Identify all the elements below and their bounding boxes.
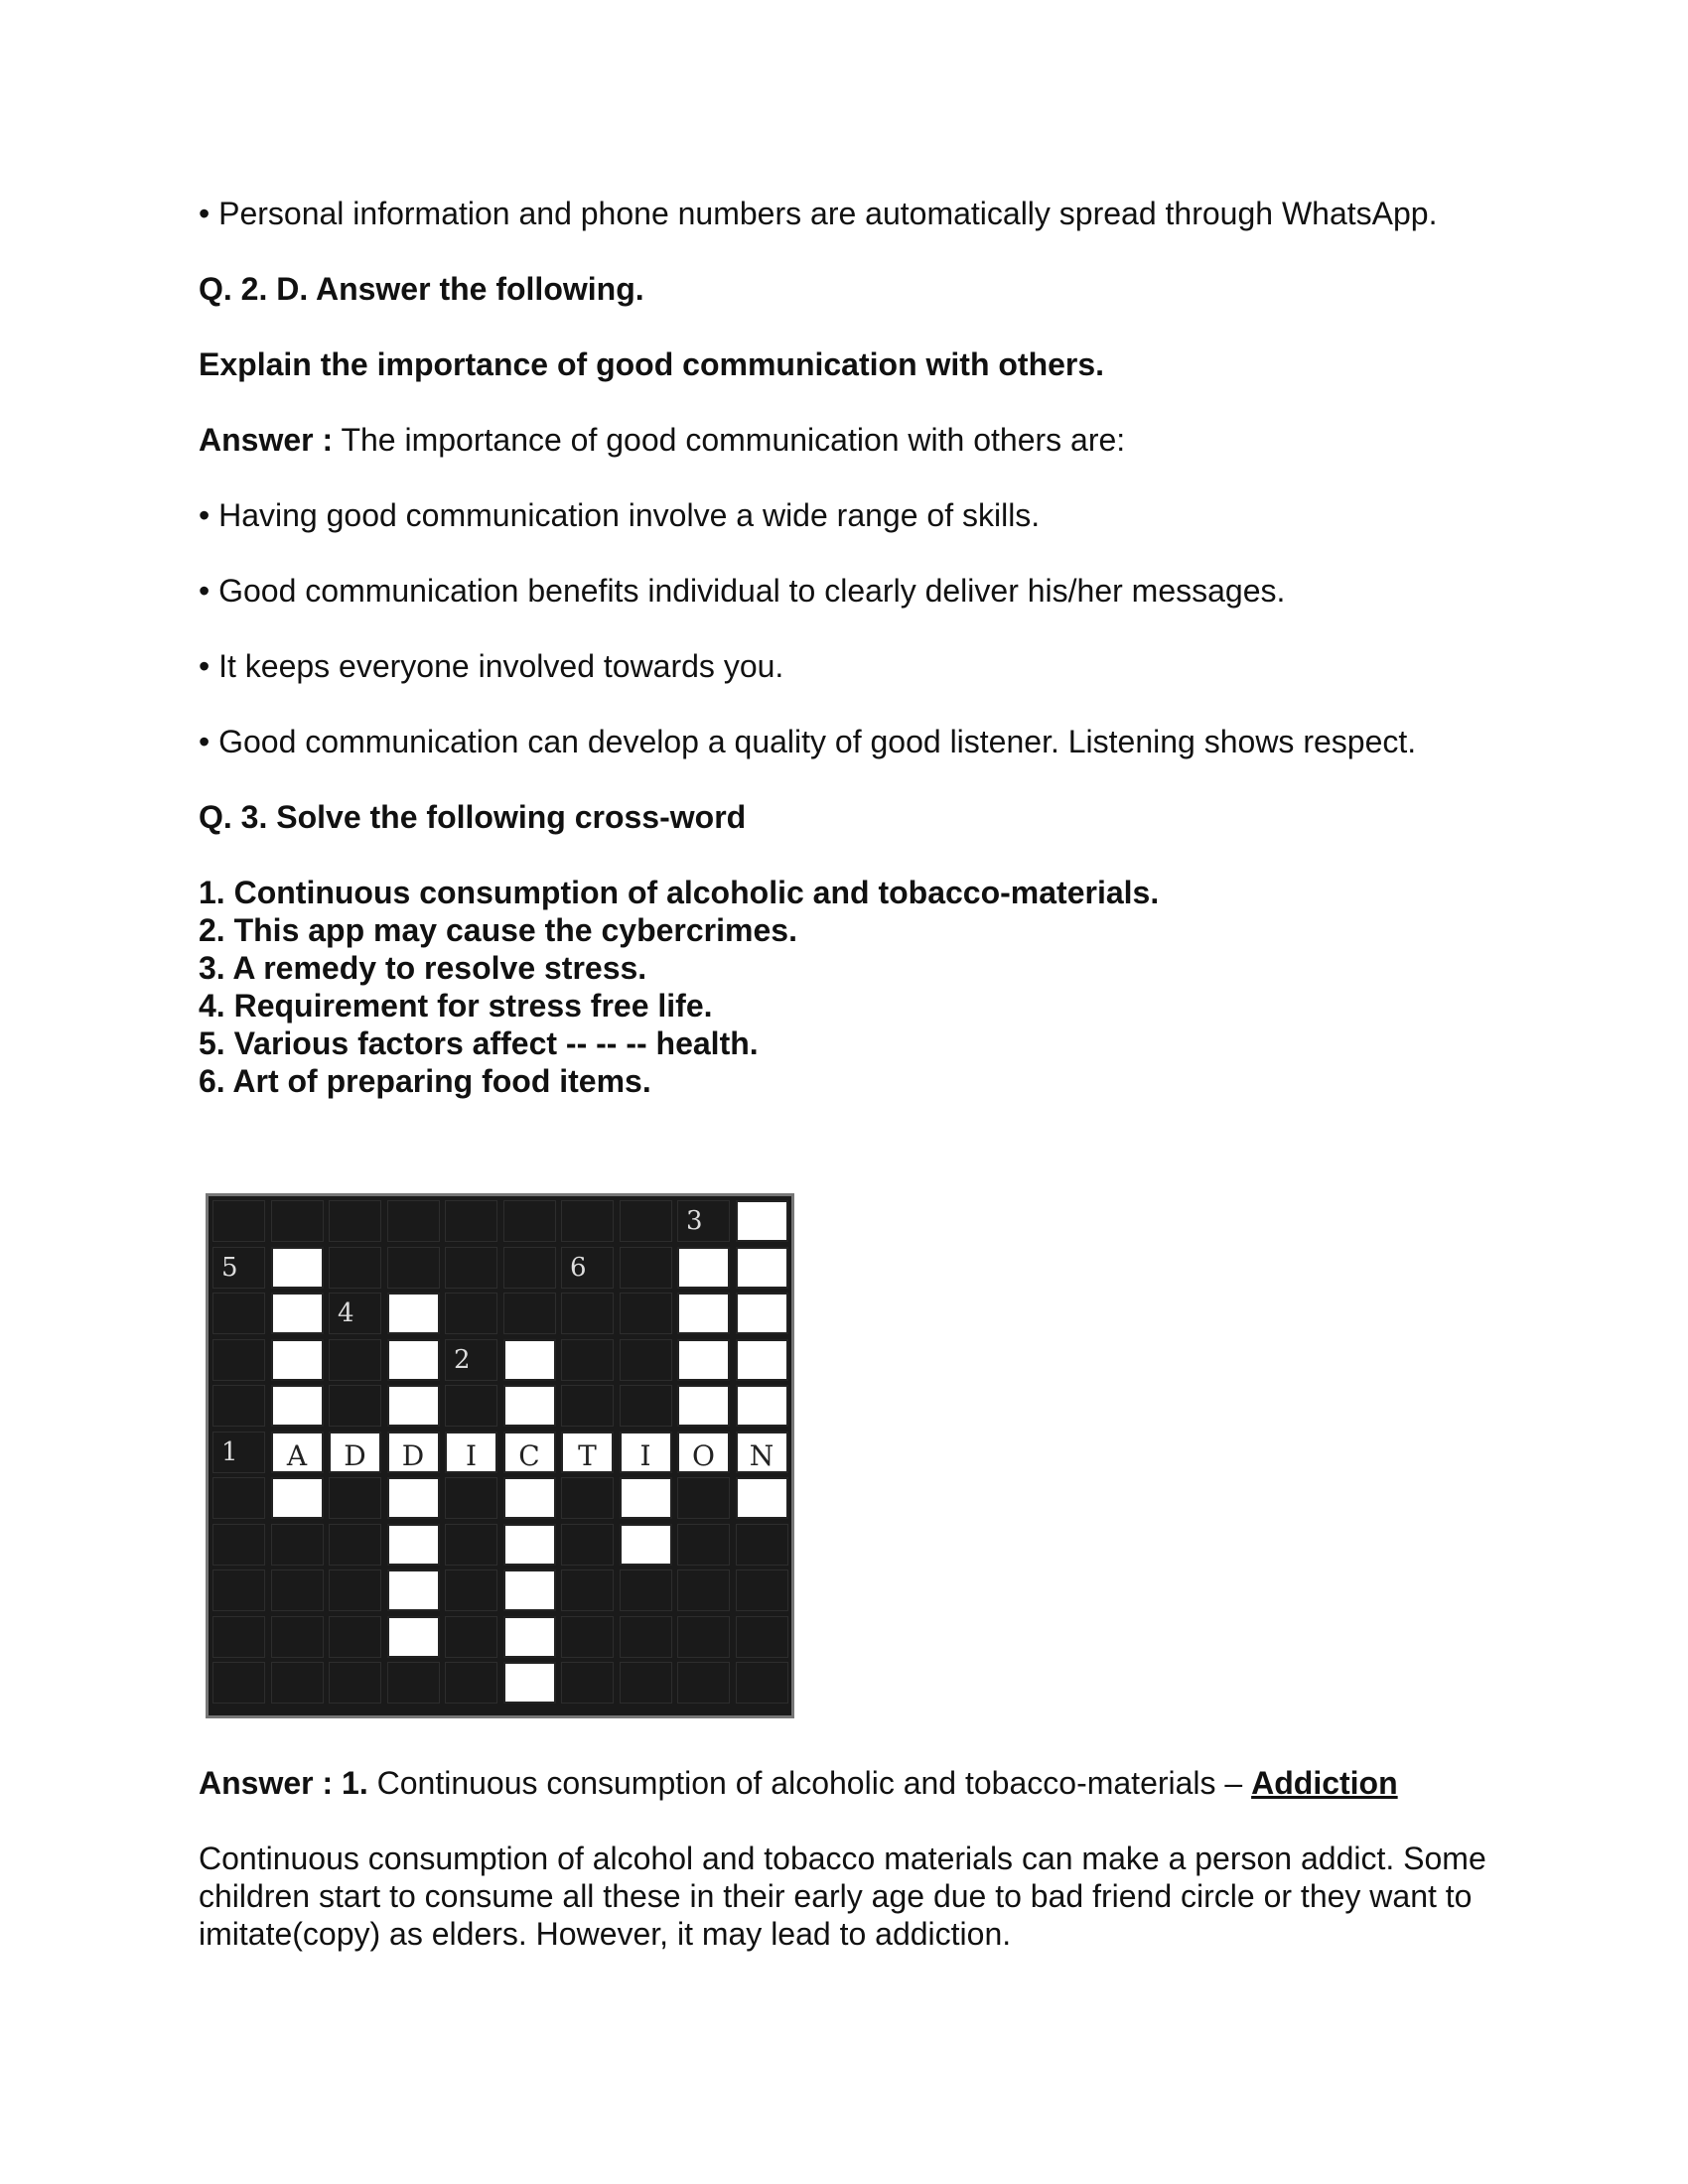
crossword-cell (271, 1200, 324, 1242)
crossword-letter: I (465, 1438, 478, 1472)
crossword-cell (503, 1200, 556, 1242)
crossword-cell (212, 1662, 265, 1704)
clue-list (199, 874, 1509, 1100)
crossword-cell (387, 1524, 440, 1566)
crossword-cell (387, 1339, 440, 1381)
crossword-number: 1 (221, 1436, 238, 1467)
crossword-cell (329, 1293, 381, 1334)
crossword-cell (736, 1293, 788, 1334)
bullet-item: • It keeps everyone involved towards you. (199, 648, 784, 684)
crossword-cell (212, 1432, 265, 1473)
clue-item: 5. Various factors affect -- -- -- health. (199, 1025, 759, 1061)
crossword-letter: D (344, 1438, 366, 1472)
crossword-cell (620, 1570, 672, 1611)
crossword-cell (329, 1616, 381, 1658)
crossword-cell (620, 1662, 672, 1704)
crossword-letter: N (749, 1438, 774, 1472)
bullet-item: • Good communication can develop a quality of good listener. Listening shows respect. (199, 724, 1417, 759)
crossword-cell (271, 1293, 324, 1334)
clue-item: 4. Requirement for stress free life. (199, 988, 713, 1024)
crossword-cell (561, 1200, 614, 1242)
crossword-cell (620, 1432, 672, 1473)
crossword-cell (736, 1339, 788, 1381)
answer-section (199, 1764, 1509, 1953)
answer-label: Answer : 1. (199, 1765, 368, 1801)
crossword-cell (561, 1293, 614, 1334)
crossword-cell (445, 1570, 497, 1611)
crossword-cell (561, 1339, 614, 1381)
crossword-cell (561, 1385, 614, 1427)
crossword-cell (445, 1293, 497, 1334)
crossword-cell (561, 1662, 614, 1704)
crossword-cell (677, 1385, 730, 1427)
crossword-cell (329, 1339, 381, 1381)
crossword-cell (445, 1339, 497, 1381)
crossword-cell (677, 1293, 730, 1334)
crossword-cell (387, 1477, 440, 1519)
crossword-cell (271, 1662, 324, 1704)
crossword-cell (445, 1477, 497, 1519)
crossword-cell (503, 1432, 556, 1473)
crossword-cell (212, 1339, 265, 1381)
crossword-cell (329, 1200, 381, 1242)
crossword-cell (387, 1200, 440, 1242)
crossword-cell (736, 1616, 788, 1658)
crossword-letter: O (692, 1438, 715, 1472)
crossword-cell (620, 1293, 672, 1334)
crossword-number: 6 (570, 1252, 587, 1283)
crossword-cell (271, 1524, 324, 1566)
document-page (199, 195, 1509, 1100)
crossword-cell (387, 1570, 440, 1611)
crossword-cell (677, 1616, 730, 1658)
crossword-cell (212, 1200, 265, 1242)
crossword-cell (503, 1616, 556, 1658)
crossword-cell (212, 1385, 265, 1427)
crossword-cell (561, 1524, 614, 1566)
crossword-cell (677, 1477, 730, 1519)
crossword-cell (271, 1339, 324, 1381)
crossword-cell (503, 1247, 556, 1289)
crossword-cell (561, 1247, 614, 1289)
crossword-cell (445, 1385, 497, 1427)
crossword-letter: C (518, 1438, 540, 1472)
intro-bullet: • Personal information and phone numbers are automatically spread through WhatsApp. (199, 196, 1438, 231)
crossword-cell (620, 1200, 672, 1242)
crossword-cell (271, 1570, 324, 1611)
crossword-cell (329, 1477, 381, 1519)
answer-clue-text: Continuous consumption of alcoholic and tobacco-materials – (367, 1765, 1252, 1801)
crossword-cell (271, 1616, 324, 1658)
crossword-letter: T (578, 1438, 597, 1472)
q3-heading: Q. 3. Solve the following cross-word (199, 799, 747, 835)
answer-text: The importance of good communication with others are: (333, 422, 1126, 458)
crossword-cell (503, 1662, 556, 1704)
crossword-cell (445, 1524, 497, 1566)
crossword-cell (329, 1385, 381, 1427)
crossword-cell (677, 1524, 730, 1566)
crossword-cell (736, 1570, 788, 1611)
crossword-cell (620, 1477, 672, 1519)
crossword-cell (329, 1432, 381, 1473)
answer-line (199, 1764, 1509, 1802)
crossword-cell (387, 1247, 440, 1289)
crossword-cell (677, 1200, 730, 1242)
crossword-cell (271, 1385, 324, 1427)
crossword-letter: D (401, 1438, 425, 1472)
crossword-cell (445, 1662, 497, 1704)
answer-term: Addiction (1251, 1765, 1398, 1801)
crossword-cell (736, 1247, 788, 1289)
q2d-question: Explain the importance of good communication with others. (199, 346, 1105, 382)
crossword-cell (561, 1570, 614, 1611)
crossword-cell (620, 1385, 672, 1427)
crossword-cell (736, 1524, 788, 1566)
clue-item: 2. This app may cause the cybercrimes. (199, 912, 797, 948)
crossword-cell (212, 1616, 265, 1658)
crossword-cell (212, 1293, 265, 1334)
bullet-item: • Good communication benefits individual to clearly deliver his/her messages. (199, 573, 1286, 609)
crossword-cell (271, 1477, 324, 1519)
crossword-cell (387, 1293, 440, 1334)
crossword-cell (677, 1570, 730, 1611)
crossword-cell (677, 1247, 730, 1289)
crossword-cell (503, 1570, 556, 1611)
crossword-cell (445, 1200, 497, 1242)
crossword-cell (212, 1247, 265, 1289)
crossword-letter: A (286, 1438, 308, 1472)
crossword-cell (620, 1339, 672, 1381)
crossword-cell (677, 1339, 730, 1381)
crossword-number: 5 (221, 1252, 238, 1283)
crossword-number: 3 (686, 1206, 703, 1236)
crossword-cell (736, 1200, 788, 1242)
crossword-cell (561, 1432, 614, 1473)
crossword-cell (503, 1293, 556, 1334)
crossword-cell (503, 1385, 556, 1427)
q2d-answer (199, 421, 1509, 459)
crossword-cell (561, 1477, 614, 1519)
crossword-cell (736, 1662, 788, 1704)
crossword-cell (212, 1524, 265, 1566)
answer-paragraph: Continuous consumption of alcohol and tobacco materials can make a person addict. Some children start to consume all these in their early age due to bad friend circle or they want to imitate(copy) as elders. However, it may lead to addiction. (199, 1841, 1486, 1952)
crossword-cell (329, 1247, 381, 1289)
clue-item: 6. Art of preparing food items. (199, 1063, 651, 1099)
crossword-cell (387, 1432, 440, 1473)
crossword-letter: I (639, 1438, 651, 1472)
crossword-cell (329, 1662, 381, 1704)
crossword-cell (329, 1570, 381, 1611)
crossword-cell (387, 1385, 440, 1427)
crossword-cell (445, 1616, 497, 1658)
crossword-cell (503, 1477, 556, 1519)
crossword-cell (677, 1432, 730, 1473)
crossword-grid (206, 1193, 794, 1718)
crossword-cell (620, 1616, 672, 1658)
crossword-cell (271, 1247, 324, 1289)
crossword-cell (561, 1616, 614, 1658)
crossword-cell (736, 1432, 788, 1473)
bullet-item: • Having good communication involve a wide range of skills. (199, 497, 1041, 533)
crossword-number: 2 (454, 1344, 471, 1375)
crossword-cell (677, 1662, 730, 1704)
crossword-cell (212, 1570, 265, 1611)
crossword-cell (620, 1247, 672, 1289)
crossword-cell (503, 1524, 556, 1566)
crossword-cell (445, 1432, 497, 1473)
answer-label: Answer : (199, 422, 334, 458)
clue-item: 1. Continuous consumption of alcoholic and tobacco-materials. (199, 875, 1160, 910)
crossword-cell (271, 1432, 324, 1473)
crossword-cell (736, 1385, 788, 1427)
crossword-cell (620, 1524, 672, 1566)
q2d-heading: Q. 2. D. Answer the following. (199, 271, 644, 307)
crossword-cell (736, 1477, 788, 1519)
crossword-cell (212, 1477, 265, 1519)
crossword-cell (329, 1524, 381, 1566)
crossword-cell (445, 1247, 497, 1289)
clue-item: 3. A remedy to resolve stress. (199, 950, 647, 986)
crossword-cell (387, 1662, 440, 1704)
crossword-cell (387, 1616, 440, 1658)
crossword-number: 4 (338, 1298, 354, 1328)
crossword-cell (503, 1339, 556, 1381)
